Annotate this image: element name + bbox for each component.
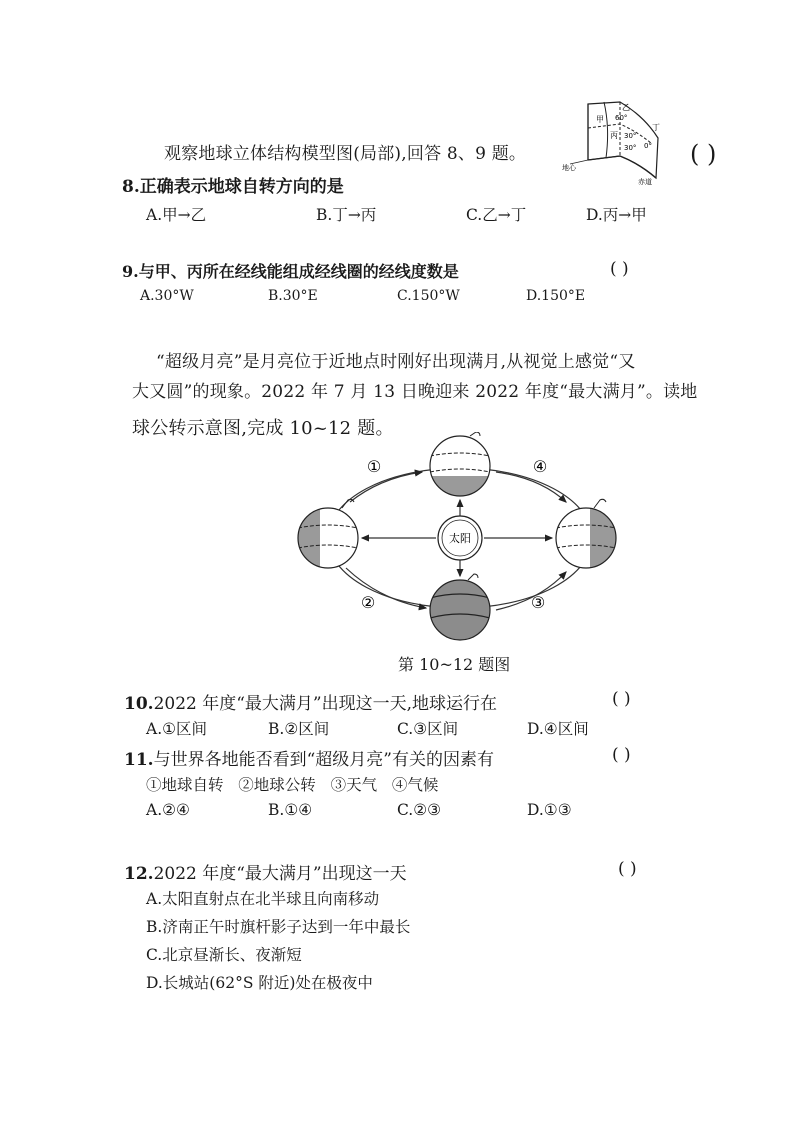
label-ding: 丁 [652, 123, 660, 132]
label-30b: 30° [624, 144, 637, 152]
orbit-diagram [290, 432, 620, 650]
label-yi: 乙 [622, 103, 630, 112]
q8-option-c: C.乙→丁 [466, 206, 527, 224]
label-center: 地心 [562, 164, 576, 172]
q9-option-d: D.150°E [526, 288, 586, 304]
segment-3-label: ③ [530, 593, 546, 612]
q10-option-d: D.④区间 [527, 720, 589, 738]
q12-bracket: ( ) [618, 859, 637, 879]
q12-option-d: D.长城站(62°S 附近)处在极夜中 [146, 974, 373, 992]
q11-option-c: C.②③ [397, 801, 442, 819]
q9-option-a: A.30°W [140, 288, 194, 304]
label-0: 0° [644, 142, 652, 150]
label-jia: 甲 [596, 115, 604, 124]
q12-option-a: A.太阳直射点在北半球且向南移动 [146, 890, 380, 908]
passage-line-2: 大又圆”的现象。2022 年 7 月 13 日晚迎来 2022 年度“最大满月”。读地 [132, 382, 698, 402]
q11-stem: 11.与世界各地能否看到“超级月亮”有关的因素有 [124, 750, 494, 770]
label-bing: 丙 [610, 131, 618, 140]
q8-option-a: A.甲→乙 [146, 206, 207, 224]
q10-option-c: C.③区间 [397, 720, 459, 738]
passage-line-3: 球公转示意图,完成 10~12 题。 [132, 418, 394, 439]
q12-option-c: C.北京昼渐长、夜渐短 [146, 946, 302, 964]
label-equator: 赤道 [638, 178, 652, 186]
q10-option-b: B.②区间 [268, 720, 330, 738]
q11-option-d: D.①③ [527, 801, 572, 819]
q10-option-a: A.①区间 [146, 720, 208, 738]
q9-stem: 9.与甲、丙所在经线能组成经线圈的经线度数是 [122, 262, 459, 281]
q12-stem: 12.2022 年度“最大满月”出现这一天 [124, 864, 407, 884]
q12-option-b: B.济南正午时旗杆影子达到一年中最长 [146, 918, 411, 936]
sun-label: 太阳 [449, 532, 471, 545]
q11-factors: ①地球自转 ②地球公转 ③天气 ④气候 [146, 776, 439, 794]
q8-option-d: D.丙→甲 [586, 206, 647, 224]
q10-bracket: ( ) [612, 689, 631, 709]
q9-option-c: C.150°W [397, 288, 460, 304]
intro-8-9: 观察地球立体结构模型图(局部),回答 8、9 题。 [164, 144, 527, 164]
answer-bracket-8: ( ) [690, 140, 717, 168]
segment-4-label: ④ [532, 457, 548, 476]
q8-stem: 8.正确表示地球自转方向的是 [122, 177, 344, 197]
q11-option-a: A.②④ [146, 801, 190, 819]
q9-option-b: B.30°E [268, 288, 318, 304]
segment-2-label: ② [360, 593, 376, 612]
segment-1-label: ① [366, 457, 382, 476]
q9-bracket: ( ) [610, 259, 629, 279]
label-30a: 30° [624, 132, 637, 140]
q11-option-b: B.①④ [268, 801, 313, 819]
label-60: 60° [615, 114, 628, 122]
q10-stem: 10.2022 年度“最大满月”出现这一天,地球运行在 [124, 694, 498, 714]
earth-structure-model [560, 98, 672, 186]
q8-option-b: B.丁→丙 [316, 206, 377, 224]
passage-line-1: “超级月亮”是月亮位于近地点时刚好出现满月,从视觉上感觉“又 [156, 352, 636, 372]
q11-bracket: ( ) [612, 745, 631, 765]
figure-caption: 第 10~12 题图 [398, 655, 511, 674]
